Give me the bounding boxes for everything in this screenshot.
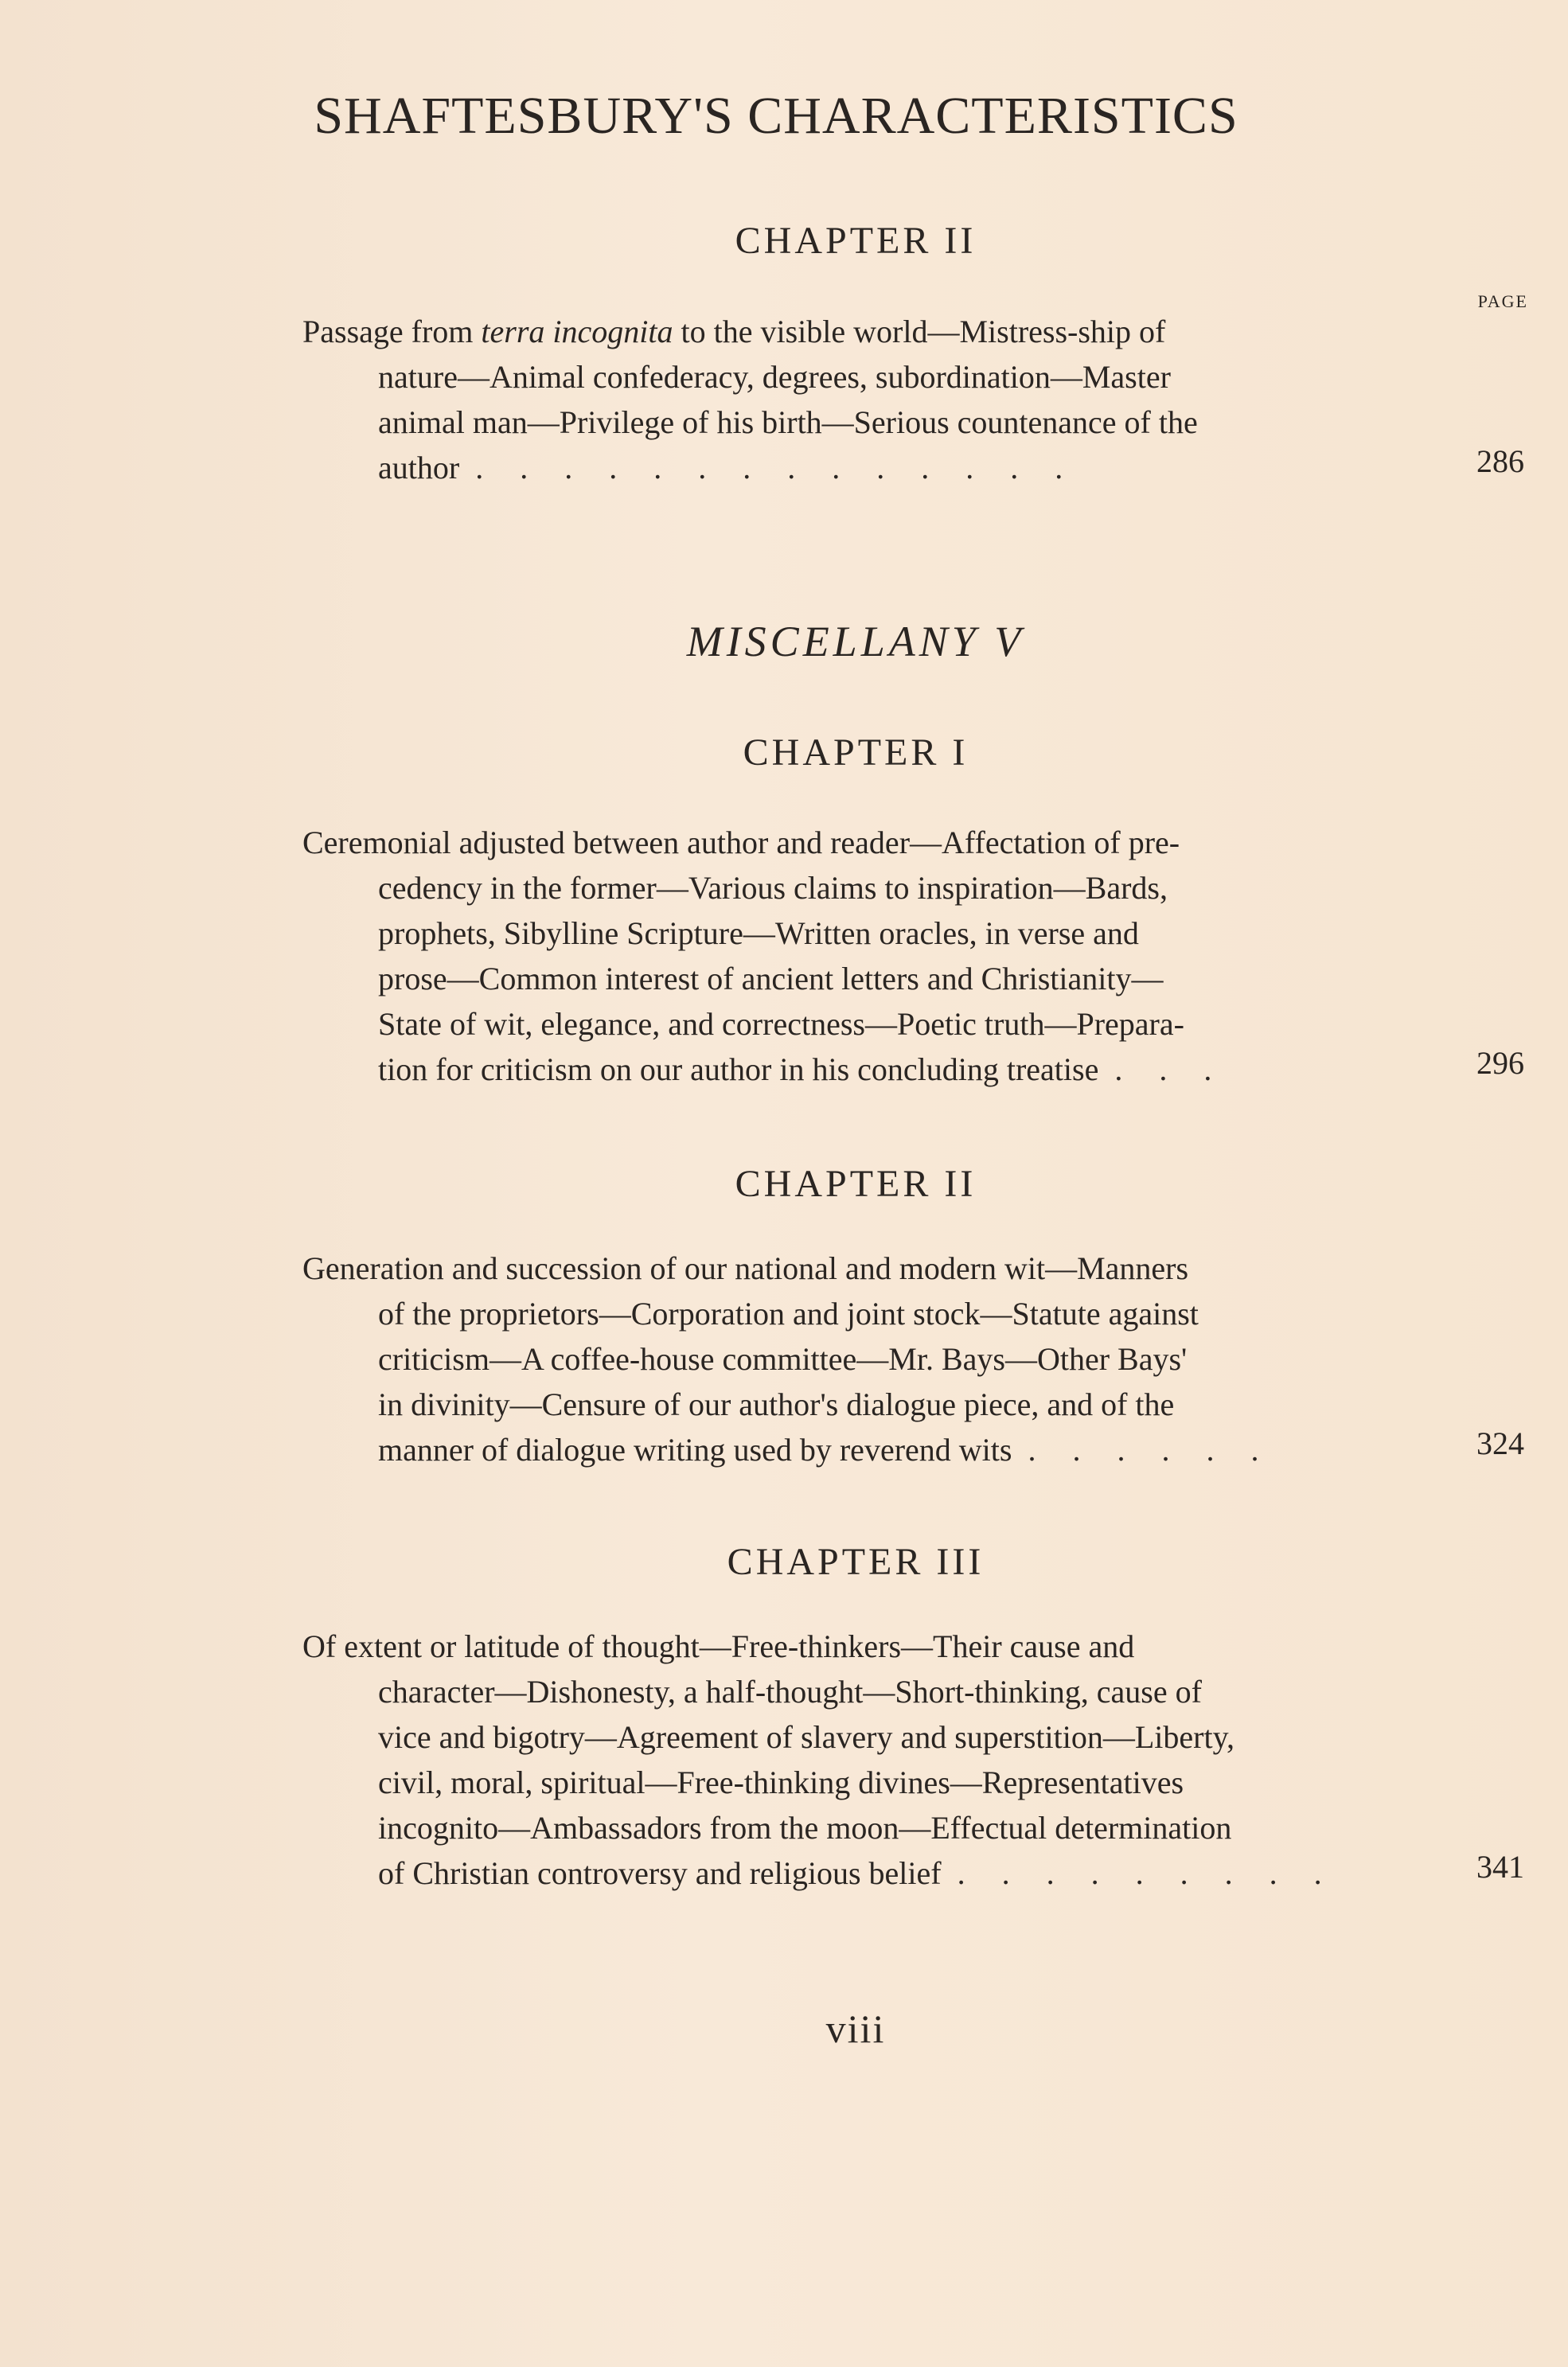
entry-last-line: manner of dialogue writing used by reverend wits . . . . . .: [378, 1432, 1274, 1468]
toc-entry: [302, 1246, 1433, 1472]
part-heading: MISCELLANY V: [686, 618, 1025, 665]
entry-line: Passage from terra incognita to the visible world—Mistress-ship of: [302, 314, 1166, 349]
entry-line: criticism—A coffee-house committee—Mr. Bays—Other Bays': [378, 1341, 1188, 1377]
entry-line: Ceremonial adjusted between author and reader—Affectation of pre-: [302, 825, 1180, 860]
entry-line: animal man—Privilege of his birth—Serious countenance of the: [378, 404, 1198, 440]
entry-line: Generation and succession of our national and modern wit—Manners: [302, 1250, 1189, 1286]
entry-last-line: tion for criticism on our author in his concluding treatise . . .: [378, 1051, 1227, 1087]
running-head: SHAFTESBURY'S CHARACTERISTICS: [314, 87, 1238, 145]
page-number: 286: [1476, 443, 1524, 479]
page-column-label: PAGE: [1477, 291, 1528, 311]
toc-entry: [302, 309, 1433, 490]
chapter-heading: CHAPTER II: [735, 1163, 977, 1205]
toc-entry: [302, 820, 1433, 1092]
entry-last-line: of Christian controversy and religious belief . . . . . . . . .: [378, 1855, 1336, 1891]
entry-line: in divinity—Censure of our author's dialogue piece, and of the: [378, 1386, 1175, 1422]
chapter-heading: CHAPTER II: [735, 220, 977, 262]
entry-line: vice and bigotry—Agreement of slavery and superstition—Liberty,: [378, 1719, 1235, 1755]
entry-last-line: author . . . . . . . . . . . . . .: [378, 450, 1078, 485]
page-number: 324: [1476, 1425, 1524, 1461]
page-number: 296: [1476, 1045, 1524, 1081]
entry-line: State of wit, elegance, and correctness—Poetic truth—Prepara-: [378, 1006, 1184, 1042]
toc-entry: [302, 1624, 1433, 1896]
entry-line: incognito—Ambassadors from the moon—Effectual determination: [378, 1810, 1232, 1846]
entry-line: prophets, Sibylline Scripture—Written oracles, in verse and: [378, 915, 1139, 951]
chapter-heading: CHAPTER I: [743, 731, 969, 774]
entry-line: cedency in the former—Various claims to inspiration—Bards,: [378, 870, 1168, 906]
folio-page-number: viii: [825, 2006, 886, 2051]
entry-line: Of extent or latitude of thought—Free-thinkers—Their cause and: [302, 1628, 1135, 1664]
chapter-heading: CHAPTER III: [727, 1541, 985, 1583]
entry-line: of the proprietors—Corporation and joint stock—Statute against: [378, 1296, 1199, 1332]
page-number: 341: [1476, 1849, 1524, 1885]
entry-line: nature—Animal confederacy, degrees, subordination—Master: [378, 359, 1171, 395]
entry-line: character—Dishonesty, a half-thought—Short-thinking, cause of: [378, 1674, 1202, 1710]
entry-line: prose—Common interest of ancient letters and Christianity—: [378, 961, 1164, 996]
entry-line: civil, moral, spiritual—Free-thinking divines—Representatives: [378, 1765, 1184, 1800]
